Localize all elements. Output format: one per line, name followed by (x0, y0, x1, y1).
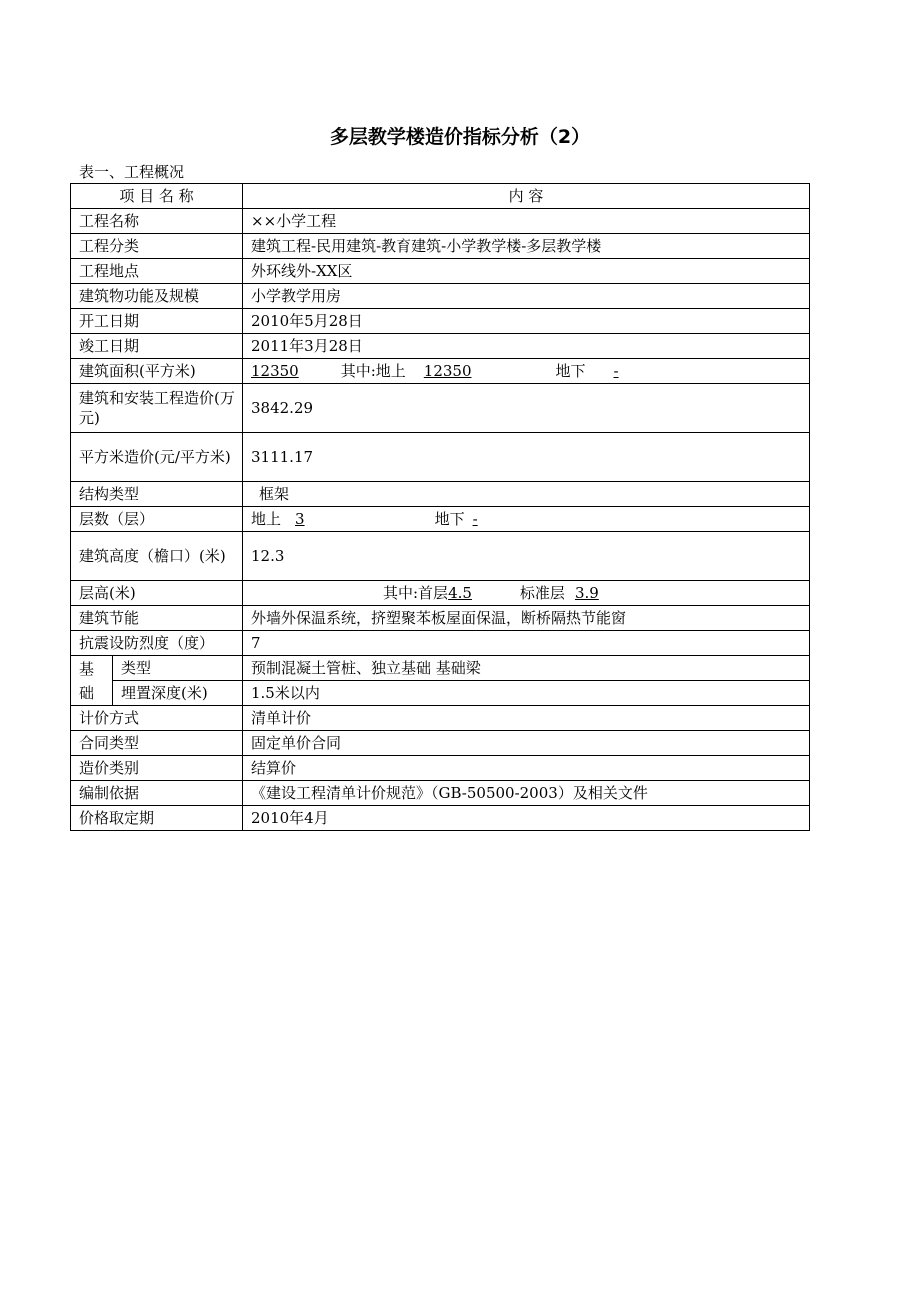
floor-area-below: - (613, 362, 619, 380)
storey-standard-prefix: 标准层 (519, 584, 565, 602)
table-row (71, 706, 810, 731)
foundation-type-label: 类型 (113, 656, 243, 681)
row-label: 结构类型 (71, 482, 243, 507)
storey-standard: 3.9 (574, 584, 599, 602)
foundation-depth-label: 埋置深度(米) (113, 681, 243, 706)
table-row (71, 606, 810, 631)
row-value (243, 507, 810, 532)
row-label: 建筑物功能及规模 (71, 284, 243, 309)
floors-above-prefix: 地上 (251, 510, 282, 528)
storey-first-prefix: 其中:首层 (383, 584, 449, 602)
row-label: 造价类别 (71, 756, 243, 781)
row-label: 编制依据 (71, 781, 243, 806)
floors-below: - (472, 510, 478, 528)
table-caption: 表一、工程概况 (79, 163, 185, 181)
table-row (71, 806, 810, 831)
row-label: 竣工日期 (71, 334, 243, 359)
row-value: 外墙外保温系统，挤塑聚苯板屋面保温，断桥隔热节能窗 (243, 606, 810, 631)
table-row (71, 309, 810, 334)
row-label: 开工日期 (71, 309, 243, 334)
row-value: 框架 (243, 482, 810, 507)
table-row (71, 507, 810, 532)
floors-below-prefix: 地下 (434, 510, 465, 528)
row-value (243, 359, 810, 384)
row-label: 建筑节能 (71, 606, 243, 631)
table-row (71, 656, 810, 681)
table-row (71, 234, 810, 259)
row-value: 外环线外-XX区 (243, 259, 810, 284)
row-value: 7 (243, 631, 810, 656)
project-overview-table (70, 183, 810, 831)
row-label: 计价方式 (71, 706, 243, 731)
table-row (71, 482, 810, 507)
row-label: 工程分类 (71, 234, 243, 259)
row-value: 3111.17 (243, 433, 810, 482)
row-label: 抗震设防烈度（度） (71, 631, 243, 656)
table-row (71, 359, 810, 384)
row-label: 合同类型 (71, 731, 243, 756)
foundation-group-label: 基 础 (71, 656, 113, 706)
floors-above: 3 (295, 510, 305, 528)
row-value: 《建设工程清单计价规范》（GB-50500-2003）及相关文件 (243, 781, 810, 806)
row-label: 层数（层） (71, 507, 243, 532)
row-value: 2011年3月28日 (243, 334, 810, 359)
row-value: 12.3 (243, 532, 810, 581)
table-row (71, 284, 810, 309)
table-row (71, 259, 810, 284)
table-header-row (71, 184, 810, 209)
row-label: 工程地点 (71, 259, 243, 284)
row-label: 建筑面积(平方米) (71, 359, 243, 384)
row-label: 工程名称 (71, 209, 243, 234)
table-row (71, 384, 810, 433)
row-label: 建筑和安装工程造价(万元) (71, 384, 243, 433)
table-row (71, 334, 810, 359)
table-row (71, 781, 810, 806)
table-row (71, 581, 810, 606)
row-value: 结算价 (243, 756, 810, 781)
row-value: 小学教学用房 (243, 284, 810, 309)
table-row (71, 433, 810, 482)
row-value: 固定单价合同 (243, 731, 810, 756)
header-content: 内 容 (243, 184, 810, 209)
floor-area-below-prefix: 地下 (555, 362, 586, 380)
header-item-name: 项 目 名 称 (71, 184, 243, 209)
foundation-depth-value: 1.5米以内 (243, 681, 810, 706)
row-label: 平方米造价(元/平方米) (71, 433, 243, 482)
table-row (71, 731, 810, 756)
row-label: 建筑高度（檐口）(米) (71, 532, 243, 581)
table-row (71, 631, 810, 656)
row-label: 价格取定期 (71, 806, 243, 831)
table-row (71, 756, 810, 781)
page-title: 多层教学楼造价指标分析（2） (329, 126, 591, 148)
row-label: 层高(米) (71, 581, 243, 606)
table-row (71, 532, 810, 581)
floor-area-above-prefix: 其中:地上 (340, 362, 406, 380)
row-value: 清单计价 (243, 706, 810, 731)
row-value: 建筑工程-民用建筑-教育建筑-小学教学楼-多层教学楼 (243, 234, 810, 259)
foundation-type-value: 预制混凝土管桩、独立基础 基础梁 (243, 656, 810, 681)
row-value: 3842.29 (243, 384, 810, 433)
floor-area-total: 12350 (251, 362, 299, 380)
storey-first: 4.5 (448, 584, 472, 602)
row-value: 2010年4月 (243, 806, 810, 831)
row-value (243, 581, 810, 606)
table-row (71, 209, 810, 234)
row-value: ××小学工程 (243, 209, 810, 234)
table-row (71, 681, 810, 706)
row-value: 2010年5月28日 (243, 309, 810, 334)
floor-area-above: 12350 (423, 362, 472, 380)
